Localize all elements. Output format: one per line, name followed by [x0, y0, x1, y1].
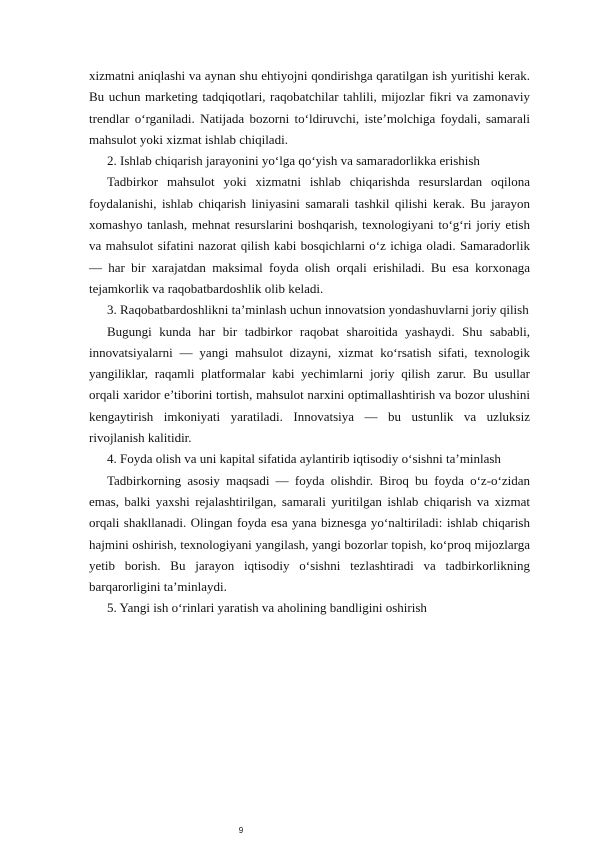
section-heading-5: 5. Yangi ish o‘rinlari yaratish va aholining bandligini oshirish: [107, 600, 427, 616]
section-heading-3: 3. Raqobatbardoshlikni ta’minlash uchun innovatsion yondashuvlarni joriy qilish: [107, 302, 529, 318]
paragraph-intro-continuation: xizmatni aniqlashi va aynan shu ehtiyojni qondirishga qaratilgan ish yuritishi kerak. Bu uchun marketing tadqiqotlari, raqobatchilar tahlili, mijozlar fikri va zamonaviy trendlar o‘rganiladi. Natijada bozorni to‘ldiruvchi, iste’molchiga foydali, samarali mahsulot yoki xizmat ishlab chiqiladi.: [89, 68, 530, 147]
document-page: [89, 65, 530, 619]
paragraph-profit-capital: Tadbirkorning asosiy maqsadi — foyda olishdir. Biroq bu foyda o‘z-o‘zidan emas, balki yaxshi rejalashtirilgan, samarali yuritilgan ishlab chiqarish va xizmat orqali shakllanadi. Olingan foyda esa yana biznesga yo‘naltiriladi: ishlab chiqarish hajmini oshirish, texnologiyani yangilash, yangi bozorlar topish, ko‘proq mijozlarga yetib borish. Bu jarayon iqtisodiy o‘sishni tezlashtiradi va tadbirkorlikning barqarorligini ta’minlaydi.: [89, 472, 530, 595]
page-number: 9: [238, 826, 244, 835]
section-heading-2: 2. Ishlab chiqarish jarayonini yo‘lga qo‘yish va samaradorlikka erishish: [107, 153, 480, 169]
paragraph-innovation: Bugungi kunda har bir tadbirkor raqobat sharoitida yashaydi. Shu sababli, innovatsiyalarni — yangi mahsulot dizayni, xizmat ko‘rsatish sifati, texnologik yangiliklar, raqamli platformalar kabi yechimlarni joriy qilish zarur. Bu usullar orqali xaridor e’tiborini tortish, mahsulot narxini optimallashtirish va bozor ulushini kengaytirish imkoniyati yaratiladi. Innovatsiya — bu ustunlik va uzluksiz rivojlanish kalitidir.: [89, 323, 530, 446]
paragraph-production-efficiency: Tadbirkor mahsulot yoki xizmatni ishlab chiqarishda resurslardan oqilona foydalanishi, ishlab chiqarish liniyasini samarali tashkil qilishi kerak. Bu jarayon xomashyo tanlash, mehnat resurslarini boshqarish, texnologiyani to‘g‘ri joriy etish va mahsulot sifatini nazorat qilish kabi bosqichlarni o‘z ichiga oladi. Samaradorlik — har bir xarajatdan maksimal foyda olish orqali erishiladi. Bu esa korxonaga tejamkorlik va raqobatbardoshlik olib keladi.: [89, 174, 530, 296]
section-heading-4: 4. Foyda olish va uni kapital sifatida aylantirib iqtisodiy o‘sishni ta’minlash: [107, 451, 501, 467]
